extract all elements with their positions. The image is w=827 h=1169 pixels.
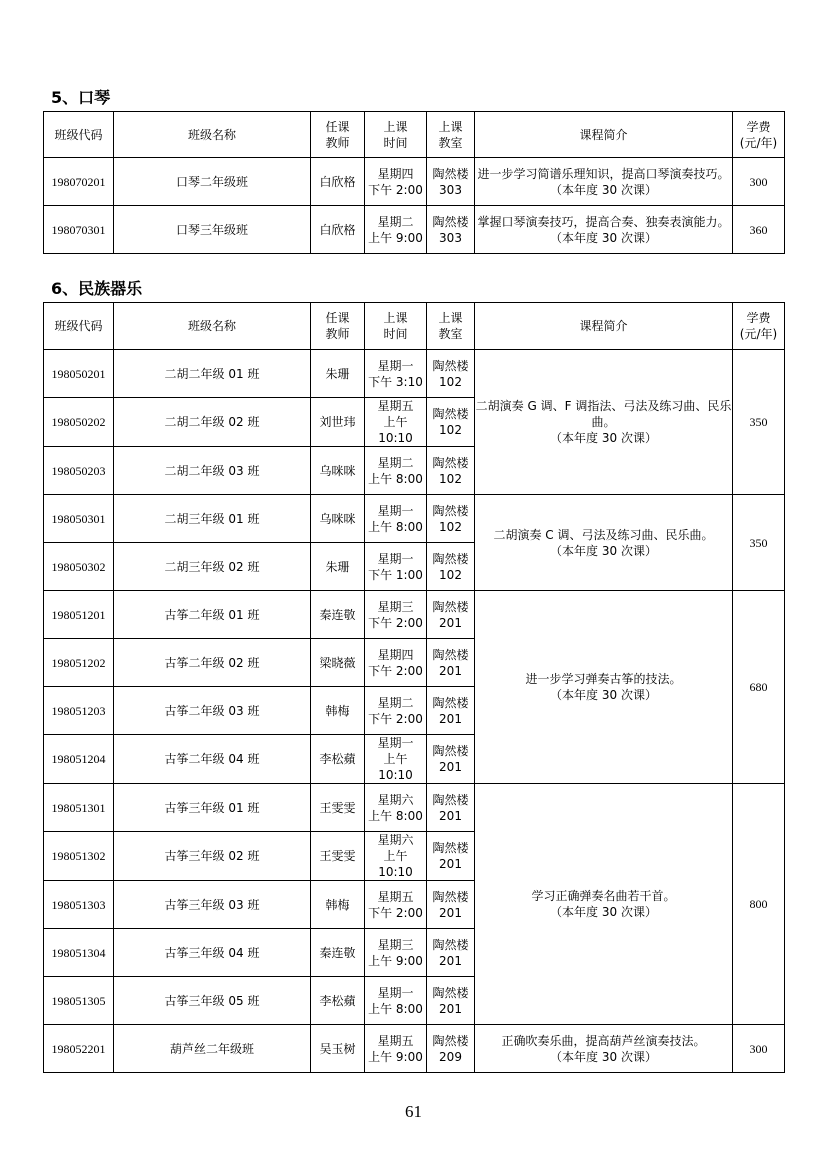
teacher: 王雯雯 [311,784,365,832]
class-time: 星期六 上午 10:10 [365,832,427,881]
classroom: 陶然楼 201 [427,639,475,687]
class-time: 星期一 下午 1:00 [365,543,427,591]
teacher: 朱珊 [311,543,365,591]
header-code: 班级代码 [44,303,114,350]
class-code: 198052201 [44,1025,114,1073]
tuition-fee: 800 [733,784,785,1025]
harmonica-table [43,111,785,254]
course-description: 二胡演奏 G 调、F 调指法、弓法及练习曲、民乐曲。 （本年度 30 次课） [475,350,733,495]
header-teacher: 任课 教师 [311,112,365,158]
table-row [44,591,785,639]
header-teacher: 任课 教师 [311,303,365,350]
class-name: 古筝三年级 01 班 [114,784,311,832]
class-code: 198051201 [44,591,114,639]
classroom: 陶然楼 303 [427,158,475,206]
class-name: 古筝三年级 04 班 [114,929,311,977]
class-code: 198051302 [44,832,114,881]
class-name: 古筝二年级 04 班 [114,735,311,784]
course-description: 掌握口琴演奏技巧，提高合奏、独奏表演能力。 （本年度 30 次课） [475,206,733,254]
table-row [44,495,785,543]
classroom: 陶然楼 102 [427,495,475,543]
class-code: 198051303 [44,881,114,929]
class-code: 198050201 [44,350,114,398]
classroom: 陶然楼 201 [427,832,475,881]
teacher: 梁晓薇 [311,639,365,687]
class-code: 198050301 [44,495,114,543]
class-code: 198051202 [44,639,114,687]
classroom: 陶然楼 102 [427,543,475,591]
class-code: 198050202 [44,398,114,447]
course-description: 学习正确弹奏名曲若干首。 （本年度 30 次课） [475,784,733,1025]
class-time: 星期一 上午 8:00 [365,977,427,1025]
class-time: 星期六 上午 8:00 [365,784,427,832]
header-desc: 课程简介 [475,303,733,350]
class-time: 星期三 上午 9:00 [365,929,427,977]
class-name: 古筝二年级 01 班 [114,591,311,639]
header-fee: 学费 (元/年) [733,112,785,158]
header-room: 上课 教室 [427,112,475,158]
class-name: 葫芦丝二年级班 [114,1025,311,1073]
class-time: 星期二 上午 9:00 [365,206,427,254]
classroom: 陶然楼 303 [427,206,475,254]
table-header-row [44,303,785,350]
classroom: 陶然楼 201 [427,881,475,929]
tuition-fee: 350 [733,495,785,591]
table-header-row [44,112,785,158]
teacher: 韩梅 [311,687,365,735]
class-code: 198051301 [44,784,114,832]
header-time: 上课 时间 [365,112,427,158]
class-name: 二胡三年级 02 班 [114,543,311,591]
folk-instruments-table [43,302,785,1073]
teacher: 白欣格 [311,206,365,254]
teacher: 乌咪咪 [311,495,365,543]
class-code: 198050302 [44,543,114,591]
classroom: 陶然楼 201 [427,977,475,1025]
teacher: 乌咪咪 [311,447,365,495]
class-time: 星期一 上午 10:10 [365,735,427,784]
teacher: 白欣格 [311,158,365,206]
header-fee: 学费 (元/年) [733,303,785,350]
folk-table-body [44,350,785,1073]
classroom: 陶然楼 201 [427,929,475,977]
class-name: 古筝二年级 02 班 [114,639,311,687]
section-title-harmonica: 5、口琴 [51,88,111,107]
teacher: 秦连敬 [311,591,365,639]
header-name: 班级名称 [114,303,311,350]
page-number: 61 [405,1102,422,1121]
classroom: 陶然楼 201 [427,735,475,784]
course-description: 进一步学习弹奏古筝的技法。 （本年度 30 次课） [475,591,733,784]
class-time: 星期四 下午 2:00 [365,158,427,206]
teacher: 李松蘋 [311,977,365,1025]
class-name: 二胡二年级 03 班 [114,447,311,495]
course-description: 二胡演奏 C 调、弓法及练习曲、民乐曲。 （本年度 30 次课） [475,495,733,591]
class-name: 口琴二年级班 [114,158,311,206]
header-name: 班级名称 [114,112,311,158]
teacher: 秦连敬 [311,929,365,977]
class-name: 古筝三年级 05 班 [114,977,311,1025]
class-name: 古筝三年级 03 班 [114,881,311,929]
tuition-fee: 360 [733,206,785,254]
teacher: 刘世玮 [311,398,365,447]
class-name: 口琴三年级班 [114,206,311,254]
class-time: 星期一 下午 3:10 [365,350,427,398]
class-code: 198051204 [44,735,114,784]
course-description: 正确吹奏乐曲，提高葫芦丝演奏技法。 （本年度 30 次课） [475,1025,733,1073]
header-desc: 课程简介 [475,112,733,158]
class-code: 198070301 [44,206,114,254]
teacher: 朱珊 [311,350,365,398]
class-time: 星期五 上午 9:00 [365,1025,427,1073]
class-code: 198051305 [44,977,114,1025]
header-time: 上课 时间 [365,303,427,350]
class-time: 星期五 下午 2:00 [365,881,427,929]
classroom: 陶然楼 201 [427,591,475,639]
table-row [44,206,785,254]
class-name: 二胡二年级 01 班 [114,350,311,398]
class-name: 二胡二年级 02 班 [114,398,311,447]
teacher: 吴玉树 [311,1025,365,1073]
class-code: 198050203 [44,447,114,495]
class-time: 星期五 上午 10:10 [365,398,427,447]
class-time: 星期一 上午 8:00 [365,495,427,543]
class-code: 198051203 [44,687,114,735]
table-row [44,158,785,206]
classroom: 陶然楼 201 [427,687,475,735]
course-description: 进一步学习简谱乐理知识，提高口琴演奏技巧。 （本年度 30 次课） [475,158,733,206]
classroom: 陶然楼 102 [427,447,475,495]
class-time: 星期二 上午 8:00 [365,447,427,495]
tuition-fee: 300 [733,158,785,206]
tuition-fee: 300 [733,1025,785,1073]
teacher: 王雯雯 [311,832,365,881]
class-name: 古筝三年级 02 班 [114,832,311,881]
classroom: 陶然楼 102 [427,350,475,398]
table-row [44,350,785,398]
class-time: 星期四 下午 2:00 [365,639,427,687]
class-name: 二胡三年级 01 班 [114,495,311,543]
section-title-folk-instruments: 6、民族器乐 [51,279,143,298]
table-row [44,1025,785,1073]
teacher: 李松蘋 [311,735,365,784]
class-time: 星期三 下午 2:00 [365,591,427,639]
class-time: 星期二 下午 2:00 [365,687,427,735]
classroom: 陶然楼 209 [427,1025,475,1073]
teacher: 韩梅 [311,881,365,929]
classroom: 陶然楼 201 [427,784,475,832]
class-code: 198051304 [44,929,114,977]
header-room: 上课 教室 [427,303,475,350]
classroom: 陶然楼 102 [427,398,475,447]
class-code: 198070201 [44,158,114,206]
class-name: 古筝二年级 03 班 [114,687,311,735]
tuition-fee: 680 [733,591,785,784]
table-row [44,784,785,832]
header-code: 班级代码 [44,112,114,158]
tuition-fee: 350 [733,350,785,495]
